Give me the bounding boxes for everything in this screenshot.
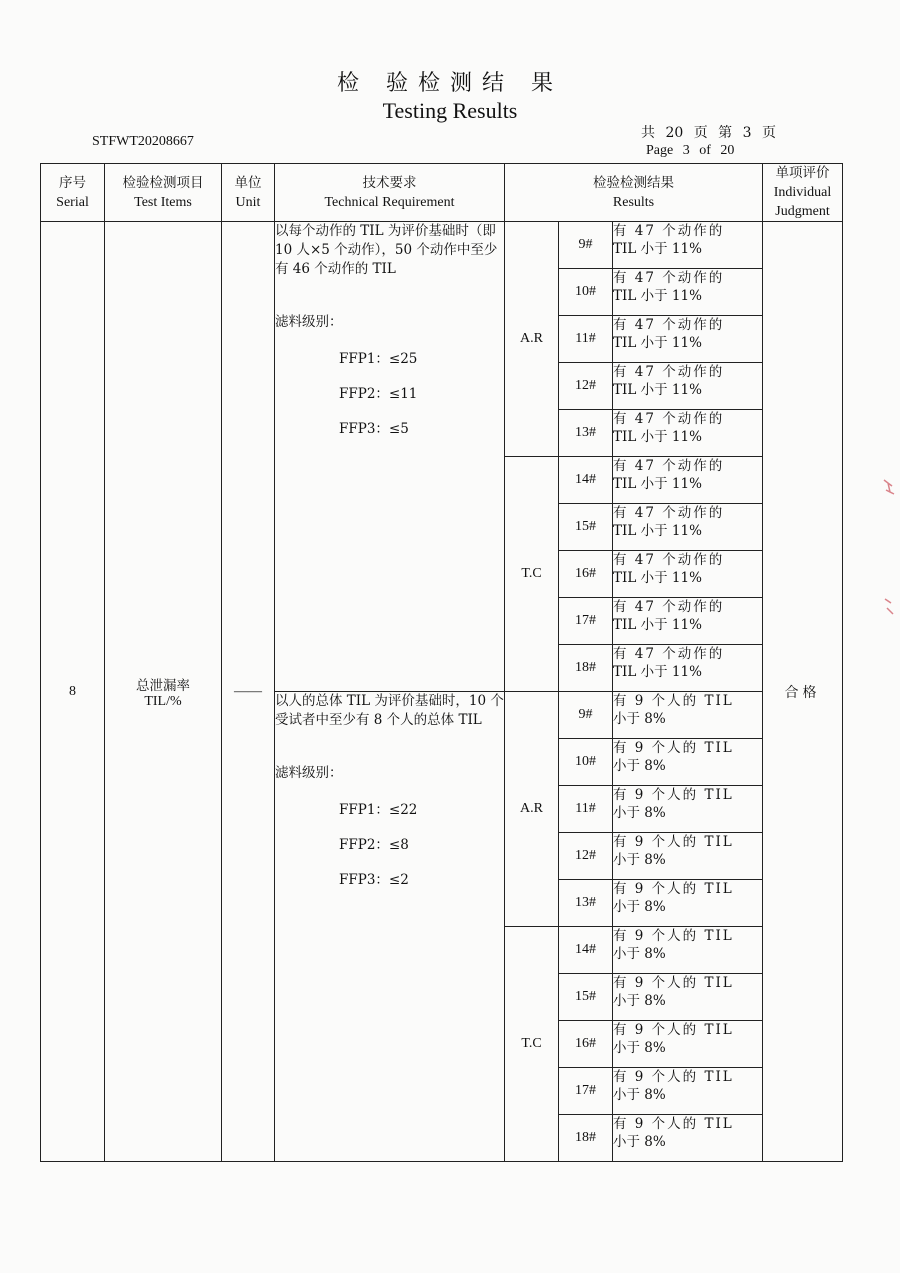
sample-cell: 13#: [559, 410, 613, 457]
condition-tc-cell: T.C: [505, 457, 559, 692]
result-cell: 有 47 个动作的 TIL 小于 11%: [613, 316, 763, 363]
requirement-cell: 以人的总体 TIL 为评价基础时，10 个受试者中至少有 8 个人的总体 TIL 滤料级别： FFP1：≤22 FFP2：≤8 FFP3：≤2: [275, 692, 505, 1162]
result-cell: 有 9 个人的 TIL 小于 8%: [613, 1021, 763, 1068]
page-title-en: Testing Results: [382, 98, 518, 123]
sample-cell: 11#: [559, 316, 613, 363]
sample-cell: 13#: [559, 880, 613, 927]
header-test-items: 检验检测项目 Test Items: [105, 164, 222, 222]
sample-cell: 12#: [559, 363, 613, 410]
result-cell: 有 47 个动作的 TIL 小于 11%: [613, 504, 763, 551]
seal-fragment: [882, 596, 896, 616]
report-number: STFWT20208667: [92, 134, 194, 149]
sample-cell: 16#: [559, 1021, 613, 1068]
judgment-cell: 合格: [763, 222, 843, 1162]
header-judgment: 单项评价 Individual Judgment: [763, 164, 843, 222]
result-cell: 有 9 个人的 TIL 小于 8%: [613, 786, 763, 833]
header-results: 检验检测结果 Results: [505, 164, 763, 222]
result-cell: 有 9 个人的 TIL 小于 8%: [613, 880, 763, 927]
table-row: [41, 222, 843, 269]
result-cell: 有 47 个动作的 TIL 小于 11%: [613, 269, 763, 316]
result-cell: 有 9 个人的 TIL 小于 8%: [613, 974, 763, 1021]
sample-cell: 9#: [559, 222, 613, 269]
condition-tc-cell: T.C: [505, 927, 559, 1162]
result-cell: 有 9 个人的 TIL 小于 8%: [613, 692, 763, 739]
condition-ar-cell: A.R: [505, 222, 559, 457]
result-cell: 有 9 个人的 TIL 小于 8%: [613, 1068, 763, 1115]
seal-fragment: [882, 478, 896, 498]
page-count-en: Page 3 of 20: [646, 143, 735, 158]
results-table: [40, 163, 843, 1162]
unit-cell: ——: [222, 222, 275, 1162]
result-cell: 有 47 个动作的 TIL 小于 11%: [613, 551, 763, 598]
sample-cell: 15#: [559, 974, 613, 1021]
sample-cell: 10#: [559, 269, 613, 316]
result-cell: 有 47 个动作的 TIL 小于 11%: [613, 457, 763, 504]
test-item-cell: 总泄漏率 TIL/%: [105, 222, 222, 1162]
result-cell: 有 47 个动作的 TIL 小于 11%: [613, 363, 763, 410]
sample-cell: 14#: [559, 927, 613, 974]
sample-cell: 18#: [559, 1115, 613, 1162]
requirement-cell: 以每个动作的 TIL 为评价基础时（即 10 人×5 个动作），50 个动作中至少有 46 个动作的 TIL 滤料级别： FFP1：≤25 FFP2：≤11 FFP3：≤5: [275, 222, 505, 692]
sample-cell: 18#: [559, 645, 613, 692]
sample-cell: 12#: [559, 833, 613, 880]
sample-cell: 9#: [559, 692, 613, 739]
sample-cell: 16#: [559, 551, 613, 598]
condition-ar-cell: A.R: [505, 692, 559, 927]
result-cell: 有 9 个人的 TIL 小于 8%: [613, 833, 763, 880]
sample-cell: 11#: [559, 786, 613, 833]
sample-cell: 14#: [559, 457, 613, 504]
result-cell: 有 47 个动作的 TIL 小于 11%: [613, 222, 763, 269]
page-count-cn: 共 20 页 第 3 页: [641, 125, 776, 141]
result-cell: 有 47 个动作的 TIL 小于 11%: [613, 645, 763, 692]
header-unit: 单位 Unit: [222, 164, 275, 222]
page-title-cn: 检 验检测结 果: [337, 71, 563, 96]
result-cell: 有 9 个人的 TIL 小于 8%: [613, 1115, 763, 1162]
header-requirement: 技术要求 Technical Requirement: [275, 164, 505, 222]
sample-cell: 10#: [559, 739, 613, 786]
header-serial: 序号 Serial: [41, 164, 105, 222]
result-cell: 有 47 个动作的 TIL 小于 11%: [613, 598, 763, 645]
result-cell: 有 9 个人的 TIL 小于 8%: [613, 739, 763, 786]
serial-cell: 8: [41, 222, 105, 1162]
result-cell: 有 47 个动作的 TIL 小于 11%: [613, 410, 763, 457]
sample-cell: 17#: [559, 598, 613, 645]
header-row: [41, 164, 843, 222]
sample-cell: 17#: [559, 1068, 613, 1115]
sample-cell: 15#: [559, 504, 613, 551]
result-cell: 有 9 个人的 TIL 小于 8%: [613, 927, 763, 974]
